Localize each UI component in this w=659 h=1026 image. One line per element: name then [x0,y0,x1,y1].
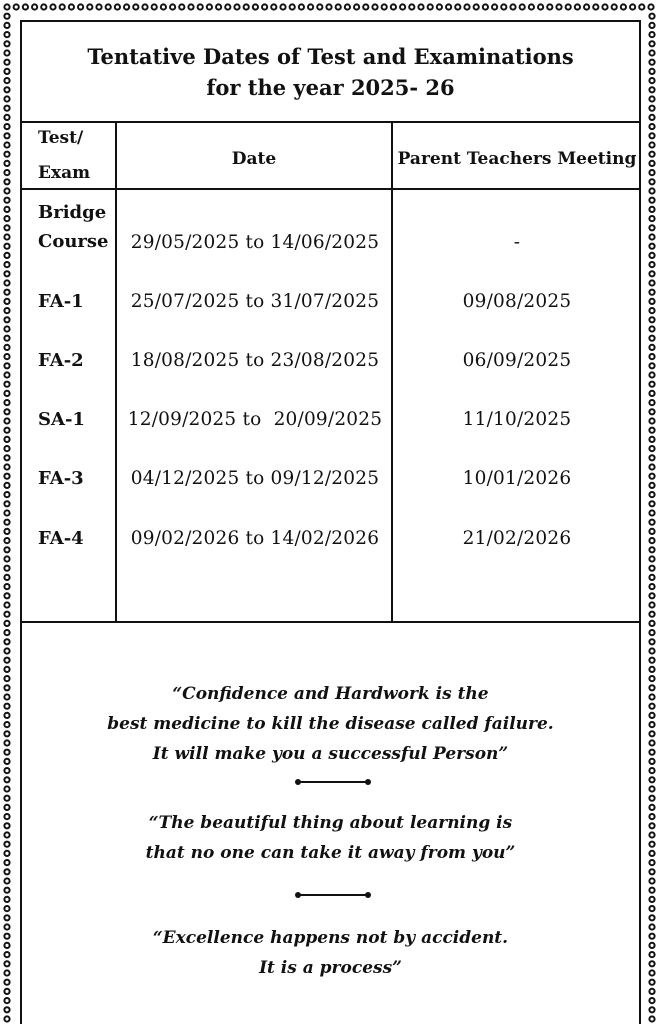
ptm-date: 21/02/2026 [462,528,572,549]
header-test-exam-line2: Exam [38,163,91,183]
title-line-2: for the year 2025- 26 [206,74,455,100]
quote-separator [298,894,368,896]
quote [22,923,639,983]
exam-name: Course [38,231,109,252]
exam-date-range: 04/12/2025 to 09/12/2025 [130,468,380,489]
quote-line: It will make you a successful Person” [152,744,509,764]
exam-name: FA-3 [38,468,84,489]
exam-name: SA-1 [38,409,85,430]
exam-name: Bridge [38,202,107,223]
quote-line: that no one can take it away from you” [145,843,516,863]
header-test-exam-line1: Test/ [38,128,84,148]
quote-line: best medicine to kill the disease called failure. [107,714,554,734]
ptm-date: - [513,232,521,253]
quote-line: “Excellence happens not by accident. [152,928,509,948]
exam-name: FA-2 [38,350,84,371]
header-ptm: Parent Teachers Meeting [397,149,637,169]
quote-line: “Confidence and Hardwork is the [172,684,489,704]
quote-line: “The beautiful thing about learning is [148,813,513,833]
ptm-date: 09/08/2025 [462,291,572,312]
ptm-date: 11/10/2025 [462,409,572,430]
ptm-date: 10/01/2026 [462,468,572,489]
exam-date-range: 12/09/2025 to 20/09/2025 [127,409,383,430]
header-date: Date [231,149,277,169]
header-divider [22,188,639,190]
quote-separator [298,781,368,783]
quotes-section [22,623,639,1026]
title-line-1: Tentative Dates of Test and Examinations [87,43,574,69]
exam-date-range: 09/02/2026 to 14/02/2026 [130,528,380,549]
quote [22,679,639,769]
document-title [22,22,639,123]
exam-date-range: 29/05/2025 to 14/06/2025 [130,232,380,253]
exam-schedule-table [22,123,639,623]
document-panel [20,20,641,1024]
exam-name: FA-4 [38,528,84,549]
exam-name: FA-1 [38,291,84,312]
quote-line: It is a process” [259,958,402,978]
ptm-date: 06/09/2025 [462,350,572,371]
quote [22,808,639,868]
exam-date-range: 25/07/2025 to 31/07/2025 [130,291,380,312]
exam-date-range: 18/08/2025 to 23/08/2025 [130,350,380,371]
